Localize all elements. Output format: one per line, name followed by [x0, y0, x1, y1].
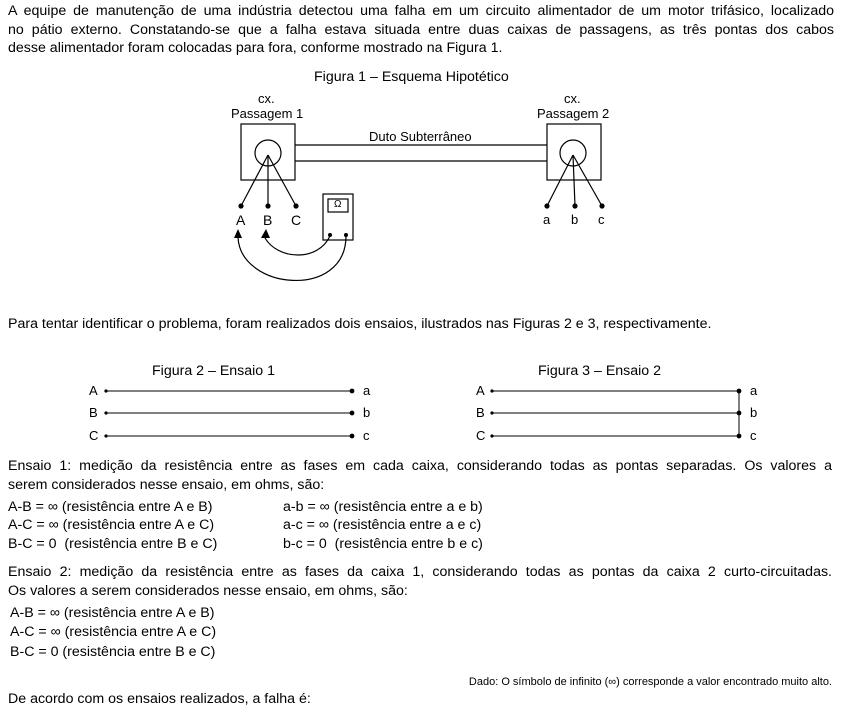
intro-line-2: no pátio externo. Constatando-se que a falha estava situada entre duas caixas de passagens, as três pontas dos cabos — [8, 21, 834, 38]
fig3-left-B: B — [476, 405, 485, 420]
ohm-symbol: Ω — [334, 199, 342, 210]
infinity-note: Dado: O símbolo de infinito (∞) corresponde a valor encontrado muito alto. — [468, 676, 832, 688]
box1-label-name: Passagem 1 — [231, 106, 304, 121]
fig2-right-b: b — [363, 405, 371, 420]
ensaio1-line-2: serem considerados nesse ensaio, em ohms, são: — [8, 476, 325, 493]
fig3-right-a: a — [750, 383, 758, 398]
terminal-C: C — [291, 212, 302, 228]
terminal-B: B — [263, 212, 273, 228]
ensaio2-line-1: Ensaio 2: medição da resistência entre as fases da caixa 1, considerando todas as pontas da caixa 2 curto-circuitadas. — [8, 564, 832, 580]
box1-label-cx: cx. — [258, 91, 275, 106]
terminal-a: a — [543, 212, 551, 227]
fig3-right-c: c — [750, 428, 757, 443]
fig3-right-b: b — [750, 405, 758, 420]
ensaio2-AB: A-B = ∞ (resistência entre A e B) — [10, 605, 215, 621]
ensaio1-ab: a-b = ∞ (resistência entre a e b) — [283, 499, 483, 515]
ensaio1-ac: a-c = ∞ (resistência entre a e c) — [283, 517, 482, 533]
test-lead-2 — [238, 236, 346, 280]
intro-line-3: desse alimentador foram colocadas para fora, conforme mostrado na Figura 1. — [8, 40, 503, 56]
fig2-right-a: a — [363, 383, 371, 398]
ensaio1-AB: A-B = ∞ (resistência entre A e B) — [8, 499, 213, 515]
test-lead-1 — [265, 236, 330, 255]
duct-label: Duto Subterrâneo — [369, 129, 472, 144]
ensaio1-BC: B-C = 0 (resistência entre B e C) — [8, 536, 218, 552]
fig3-left-C: C — [476, 428, 486, 443]
paragraph-2: Para tentar identificar o problema, foram realizados dois ensaios, ilustrados nas Figuras 2 e 3, respectivamente. — [8, 316, 712, 332]
terminal-c: c — [598, 212, 605, 227]
figure2-caption: Figura 2 – Ensaio 1 — [152, 363, 276, 379]
fig2-left-B: B — [89, 405, 98, 420]
terminal-A: A — [236, 212, 246, 228]
fig2-left-C: C — [89, 428, 99, 443]
fig3-left-A: A — [476, 383, 485, 398]
ensaio2-BC: B-C = 0 (resistência entre B e C) — [10, 644, 216, 660]
fig2-right-c: c — [363, 428, 370, 443]
figure3-caption: Figura 3 – Ensaio 2 — [538, 363, 662, 379]
ensaio1-AC: A-C = ∞ (resistência entre A e C) — [8, 517, 215, 533]
figure1-caption: Figura 1 – Esquema Hipotético — [314, 69, 509, 85]
box2-label-cx: cx. — [564, 91, 581, 106]
ensaio1-line-1: Ensaio 1: medição da resistência entre as fases em cada caixa, considerando todas as pontas separadas. Os valores a — [8, 458, 832, 474]
terminal-b: b — [571, 212, 579, 227]
ensaio2-AC: A-C = ∞ (resistência entre A e C) — [10, 624, 217, 640]
ensaio2-paragraph — [8, 563, 832, 600]
ensaio1-bc: b-c = 0 (resistência entre b e c) — [283, 536, 483, 552]
ensaio2-line-2: Os valores a serem considerados nesse ensaio, em ohms, são: — [8, 582, 408, 599]
question-text: De acordo com os ensaios realizados, a falha é: — [8, 691, 311, 707]
box2-label-name: Passagem 2 — [537, 106, 610, 121]
ensaio1-paragraph — [8, 457, 832, 494]
intro-line-1: A equipe de manutenção de uma indústria detectou uma falha em um circuito alimentador de um motor trifásico, localizado — [8, 3, 834, 19]
fig2-left-A: A — [89, 383, 98, 398]
